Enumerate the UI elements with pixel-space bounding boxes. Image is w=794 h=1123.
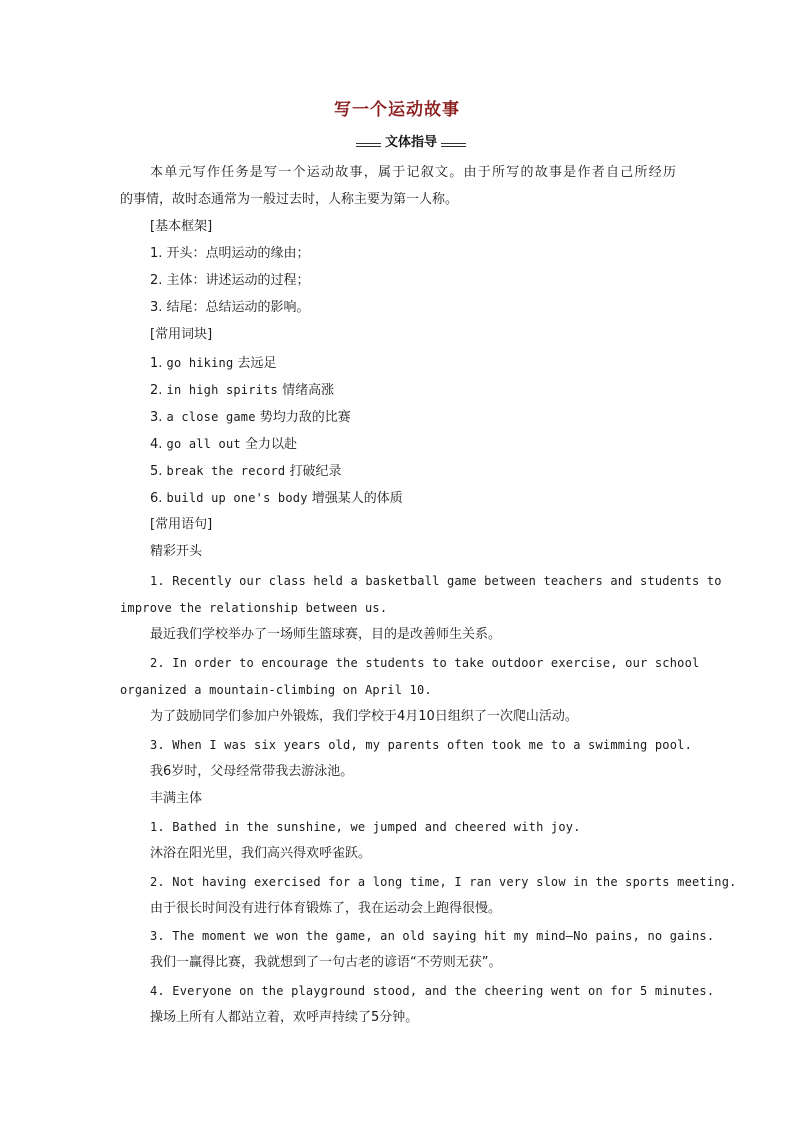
phrase-item: [150, 462, 676, 481]
opening-subheading: 精彩开头: [150, 544, 203, 559]
phrase-chinese: 增强某人的体质: [311, 491, 403, 506]
opening-sentence-en: improve the relationship between us.: [120, 601, 388, 615]
phrase-number: 2.: [150, 383, 163, 398]
phrase-english: go hiking: [166, 356, 234, 370]
opening-sentence-cn: 最近我们学校举办了一场师生篮球赛，目的是改善师生关系。: [150, 627, 502, 642]
phrase-number: 6.: [150, 491, 163, 506]
phrase-item: [150, 354, 676, 373]
phrase-chinese: 打破纪录: [289, 464, 342, 479]
phrases-heading: [常用词块]: [150, 327, 213, 342]
phrase-item: [150, 381, 676, 400]
section-label: 文体指导: [381, 134, 441, 152]
section-banner: [356, 133, 466, 153]
body-sentence-en: 2. Not having exercised for a long time, I ran very slow in the sports meeting.: [150, 875, 737, 889]
body-sentence-en: 1. Bathed in the sunshine, we jumped and cheered with joy.: [150, 820, 581, 834]
opening-sentence-cn: 为了鼓励同学们参加户外锻炼，我们学校于4月10日组织了一次爬山活动。: [150, 709, 578, 724]
intro-line: 本单元写作任务是写一个运动故事，属于记叙文。由于所写的故事是作者自己所经历: [150, 165, 676, 180]
framework-item: 1. 开头：点明运动的缘由；: [150, 246, 310, 261]
phrase-english: break the record: [166, 464, 286, 478]
phrase-number: 5.: [150, 464, 163, 479]
phrase-english: go all out: [166, 437, 241, 451]
phrase-item: [150, 489, 676, 508]
phrase-chinese: 情绪高涨: [282, 383, 335, 398]
phrase-chinese: 去远足: [237, 356, 277, 371]
body-sentence-en: 3. The moment we won the game, an old saying hit my mind—No pains, no gains.: [150, 929, 715, 943]
phrase-item: [150, 408, 676, 427]
phrase-english: a close game: [166, 410, 256, 424]
body-subheading: 丰满主体: [150, 791, 203, 806]
phrase-chinese: 全力以赴: [244, 437, 297, 452]
body-sentence-en: 4. Everyone on the playground stood, and the cheering went on for 5 minutes.: [150, 984, 715, 998]
opening-sentence-en: 3. When I was six years old, my parents often took me to a swimming pool.: [150, 738, 692, 752]
body-sentence-cn: 由于很长时间没有进行体育锻炼了，我在运动会上跑得很慢。: [150, 901, 502, 916]
body-sentence-cn: 沐浴在阳光里，我们高兴得欢呼雀跃。: [150, 846, 372, 861]
framework-item: 3. 结尾：总结运动的影响。: [150, 300, 310, 315]
opening-sentence-cn: 我6岁时，父母经常带我去游泳池。: [150, 764, 354, 779]
phrase-number: 3.: [150, 410, 163, 425]
phrase-number: 1.: [150, 356, 163, 371]
framework-item: 2. 主体：讲述运动的过程；: [150, 273, 310, 288]
body-sentence-cn: 操场上所有人都站立着，欢呼声持续了5分钟。: [150, 1010, 419, 1025]
body-sentence-cn: 我们一赢得比赛，我就想到了一句古老的谚语“不劳则无获”。: [150, 955, 502, 970]
phrase-chinese: 势均力敌的比赛: [259, 410, 351, 425]
phrase-english: build up one's body: [166, 491, 308, 505]
opening-sentence-en: organized a mountain-climbing on April 10.: [120, 683, 432, 697]
phrase-number: 4.: [150, 437, 163, 452]
intro-line: 的事情，故时态通常为一般过去时，人称主要为第一人称。: [120, 192, 459, 207]
phrase-item: [150, 435, 676, 454]
opening-sentence-en: 2. In order to encourage the students to take outdoor exercise, our school: [150, 656, 700, 670]
sentences-heading: [常用语句]: [150, 517, 213, 532]
framework-heading: [基本框架]: [150, 219, 213, 234]
phrase-english: in high spirits: [166, 383, 278, 397]
page-title: 写一个运动故事: [334, 100, 460, 120]
opening-sentence-en: 1. Recently our class held a basketball game between teachers and students to: [150, 574, 722, 588]
